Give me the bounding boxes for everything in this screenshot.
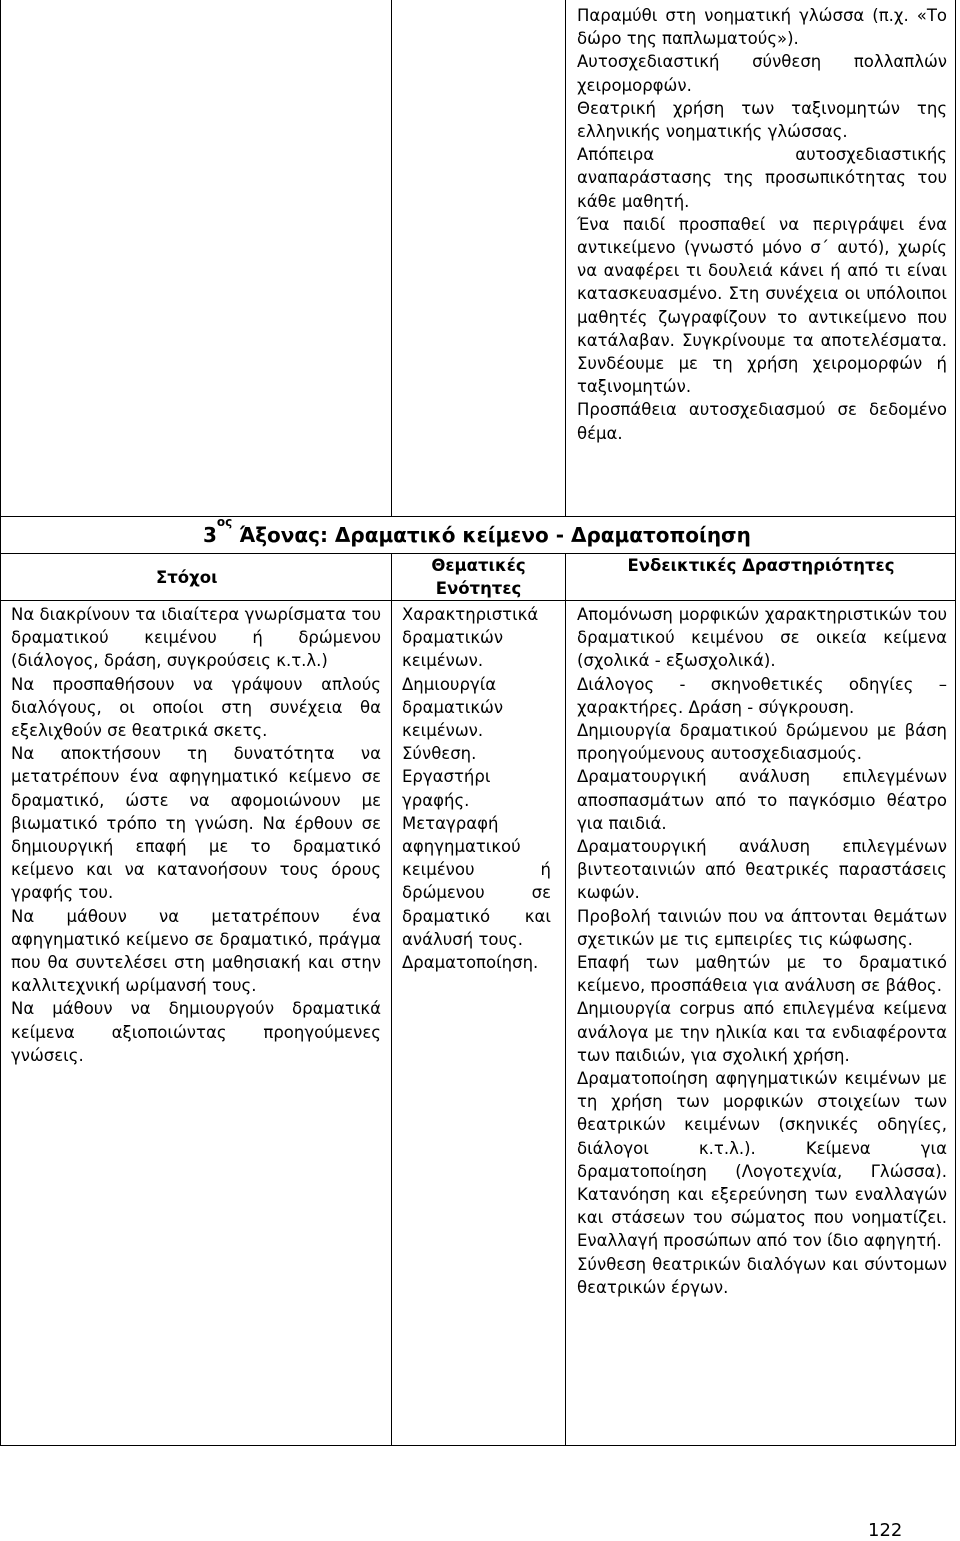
- goal-paragraph: Να μάθουν να δημιουργούν δραματικά κείμενα αξιοποιώντας προηγούμενες γνώσεις.: [11, 999, 381, 1065]
- activity-paragraph: Προβολή ταινιών που να άπτονται θεμάτων σχετικών με τις εμπειρίες τις κώφωσης.: [577, 906, 947, 949]
- header-goals: Στόχοι: [156, 568, 218, 587]
- activity-paragraph: Απομόνωση μορφικών χαρακτηριστικών του δραματικού κειμένου σε οικεία κείμενα (σχολικά - εξωσχολικά).: [577, 605, 947, 671]
- continuation-table: [0, 0, 956, 517]
- continuation-activities-cell: [577, 4, 947, 445]
- activities-cell: [577, 603, 947, 1299]
- page-number: 122: [868, 1520, 903, 1541]
- section-title-text: Άξονας: Δραματικό κείμενο - Δραματοποίηση: [239, 523, 751, 547]
- activity-paragraph: Απόπειρα αυτοσχεδιαστικής αναπαράστασης της προσωπικότητας του κάθε μαθητή.: [577, 145, 947, 211]
- section-heading: [0, 517, 956, 553]
- goal-paragraph: Να μάθουν να μετατρέπουν ένα αφηγηματικό κείμενο σε δραματικό, πράγμα που θα συντελέσει στη μαθησιακή και στην καλλιτεχνική ωρίμανσή τους.: [11, 906, 381, 996]
- activity-paragraph: Παραμύθι στη νοηματική γλώσσα (π.χ. «Το δώρο της παπλωματούς»).: [577, 6, 947, 49]
- column-divider: [565, 554, 566, 1445]
- unit-paragraph: Δραματοποίηση.: [402, 953, 539, 973]
- goal-paragraph: Να αποκτήσουν τη δυνατότητα να μετατρέπουν ένα αφηγηματικό κείμενο σε δραματικό, ώστε να αφομοιώνουν με βιωματικό τρόπο τη γνώση. Να έρθουν σε δημιουργική επαφή με το δραματικό κείμενο και να κατανοήσουν τους όρους γραφής του.: [11, 744, 381, 903]
- curriculum-table: [0, 553, 956, 1446]
- unit-paragraph: Μεταγραφή αφηγηματικού κειμένου ή δρώμενου σε δραματικό και ανάλυσή τους.: [402, 813, 551, 949]
- activity-paragraph: Ένα παιδί προσπαθεί να περιγράψει ένα αντικείμενο (γνωστό μόνο σ΄ αυτό), χωρίς να αναφέρει τι δουλειά κάνει ή από τι είναι κατασκευασμένο. Στη συνέχεια οι υπόλοιποι μαθητές ζωγραφίζουν το αντικείμενο που κατάλαβαν. Συγκρίνουμε τα αποτελέσματα. Συνδέουμε με τη χρήση χειρομορφών ή ταξινομητών.: [577, 214, 947, 397]
- goal-paragraph: Να προσπαθήσουν να γράψουν απλούς διαλόγους, οι οποίοι στη συνέχεια θα εξελιχθούν σε θεατρικά σκετς.: [11, 674, 381, 741]
- column-divider: [565, 0, 566, 516]
- column-divider: [391, 0, 392, 516]
- unit-paragraph: Σύνθεση. Εργαστήρι γραφής.: [402, 744, 491, 810]
- header-activities: Ενδεικτικές Δραστηριότητες: [627, 556, 895, 575]
- activity-paragraph: Αυτοσχεδιαστική σύνθεση πολλαπλών χειρομορφών.: [577, 52, 947, 95]
- goals-cell: [11, 603, 381, 1067]
- header-units: Θεματικές Ενότητες: [431, 556, 526, 598]
- activity-paragraph: Σύνθεση θεατρικών διαλόγων και σύντομων θεατρικών έργων.: [577, 1254, 947, 1297]
- activity-paragraph: Θεατρική χρήση των ταξινομητών της ελληνικής νοηματικής γλώσσας.: [577, 98, 947, 142]
- activity-paragraph: Προσπάθεια αυτοσχεδιασμού σε δεδομένο θέμα.: [577, 400, 947, 443]
- column-divider: [391, 554, 392, 1445]
- activity-paragraph: Επαφή των μαθητών με το δραματικό κείμενο, προσπάθεια για ανάλυση σε βάθος.: [577, 953, 947, 996]
- activity-paragraph: Δημιουργία corpus από επιλεγμένα κείμενα ανάλογα με την ηλικία και τα ενδιαφέροντα των παιδιών, για σχολική χρήση.: [577, 999, 947, 1065]
- header-divider: [1, 600, 955, 601]
- unit-paragraph: Χαρακτηριστικά δραματικών κειμένων.: [402, 605, 539, 671]
- unit-paragraph: Δημιουργία δραματικών κειμένων.: [402, 674, 504, 741]
- activity-paragraph: Δραματουργική ανάλυση επιλεγμένων αποσπασμάτων από το παγκόσμιο θέατρο για παιδιά.: [577, 767, 947, 833]
- activity-paragraph: Δραματουργική ανάλυση επιλεγμένων βιντεοταινιών από θεατρικές παραστάσεις κωφών.: [577, 837, 947, 903]
- activity-paragraph: Δραματοποίηση αφηγηματικών κειμένων με τη χρήση των μορφικών στοιχείων των θεατρικών κειμένων (σκηνικές οδηγίες, διάλογοι κ.τ.λ.). Κείμενα για δραματοποίηση (Λογοτεχνία, Γλώσσα). Κατανόηση και εξερεύνηση των εναλλαγών και στάσεων του σώματος που νοηματίζει. Εναλλαγή προσώπων από τον ίδιο αφηγητή.: [577, 1069, 947, 1251]
- activity-paragraph: Δημιουργία δραματικού δρώμενου με βάση προηγούμενους αυτοσχεδιασμούς.: [577, 721, 947, 764]
- units-cell: [402, 603, 551, 974]
- goal-paragraph: Να διακρίνουν τα ιδιαίτερα γνωρίσματα του δραματικού κειμένου ή δρώμενου (διάλογος, δράση, συγκρούσεις κ.τ.λ.): [11, 605, 381, 671]
- activity-paragraph: Διάλογος - σκηνοθετικές οδηγίες – χαρακτήρες. Δράση - σύγκρουση.: [577, 674, 947, 717]
- section-number: 3: [203, 523, 217, 547]
- section-ordinal-suffix: ος: [216, 515, 233, 530]
